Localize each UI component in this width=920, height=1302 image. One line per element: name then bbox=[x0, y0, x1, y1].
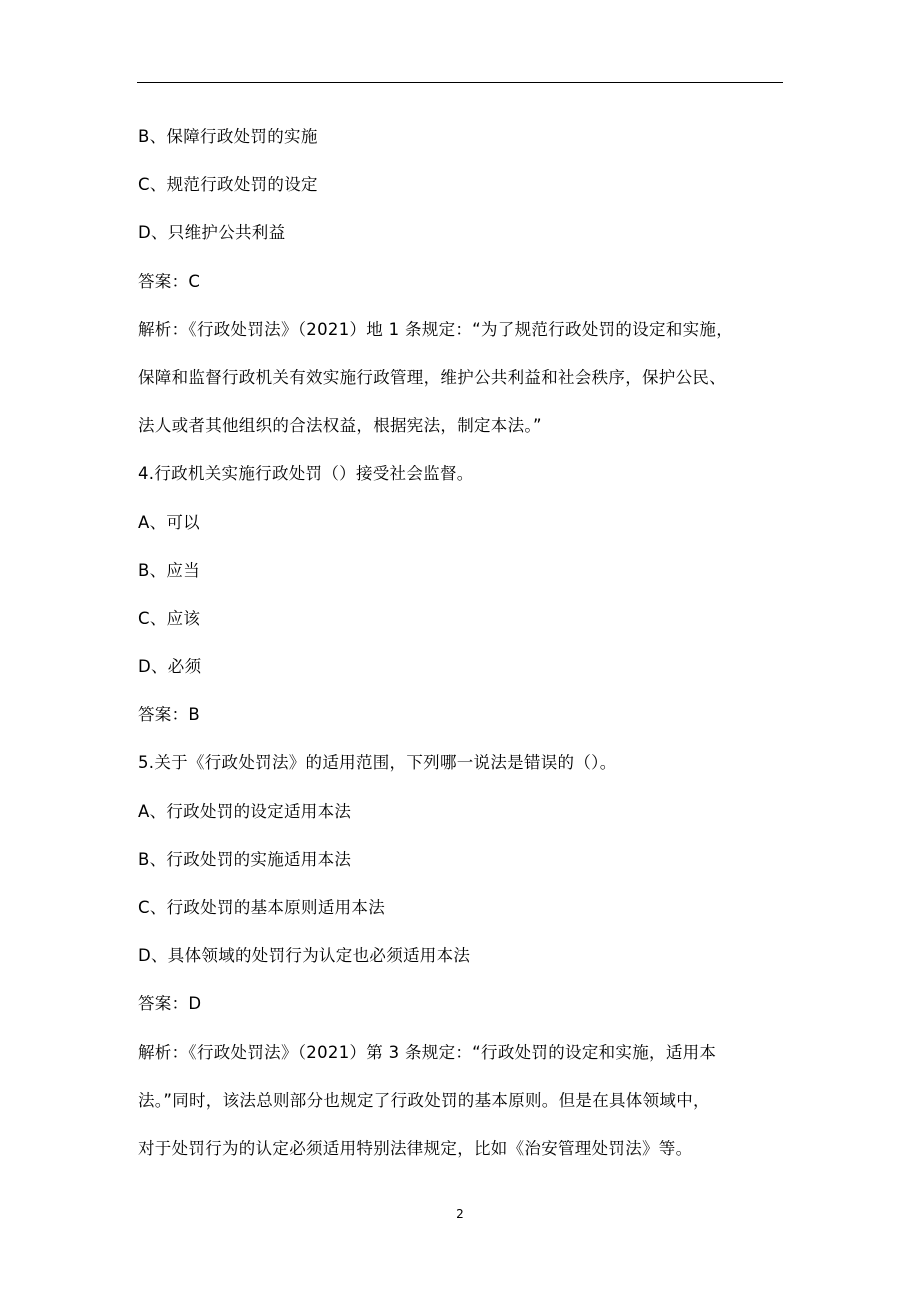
option-c-q3: C、规范行政处罚的设定 bbox=[138, 175, 318, 195]
answer-q5: 答案：D bbox=[138, 994, 202, 1014]
document-body bbox=[138, 113, 788, 1173]
option-b-q5: B、行政处罚的实施适用本法 bbox=[138, 849, 352, 869]
explanation-q3-line-1: 解析：《行政处罚法》（2021）地 1 条规定：“为了规范行政处罚的设定和实施， bbox=[138, 319, 734, 339]
option-d-q5: D、具体领域的处罚行为认定也必须适用本法 bbox=[138, 946, 471, 966]
explanation-q3-line-2: 保障和监督行政机关有效实施行政管理，维护公共利益和社会秩序，保护公民、 bbox=[138, 367, 726, 387]
explanation-q5-line-3: 对于处罚行为的认定必须适用特别法律规定，比如《治安管理处罚法》等。 bbox=[138, 1138, 693, 1158]
option-b-q4: B、应当 bbox=[138, 560, 201, 580]
question-4: 4.行政机关实施行政处罚（）接受社会监督。 bbox=[138, 464, 474, 484]
explanation-q3-line-3: 法人或者其他组织的合法权益，根据宪法，制定本法。” bbox=[138, 416, 542, 436]
answer-q3: 答案：C bbox=[138, 271, 201, 291]
option-d-q4: D、必须 bbox=[138, 657, 202, 677]
option-b-q3: B、保障行政处罚的实施 bbox=[138, 127, 318, 146]
header-rule bbox=[137, 82, 783, 83]
answer-q4: 答案：B bbox=[138, 705, 201, 725]
option-a-q4: A、可以 bbox=[138, 512, 200, 532]
page-number: 2 bbox=[456, 1207, 464, 1221]
option-a-q5: A、行政处罚的设定适用本法 bbox=[138, 801, 352, 821]
explanation-q5-line-1: 解析：《行政处罚法》（2021）第 3 条规定：“行政处罚的设定和实施，适用本 bbox=[138, 1042, 717, 1062]
option-c-q5: C、行政处罚的基本原则适用本法 bbox=[138, 898, 386, 917]
explanation-q5-line-2: 法。”同时，该法总则部分也规定了行政处罚的基本原则。但是在具体领域中， bbox=[138, 1090, 710, 1110]
option-c-q4: C、应该 bbox=[138, 608, 201, 628]
question-5: 5.关于《行政处罚法》的适用范围，下列哪一说法是错误的（）。 bbox=[138, 753, 617, 773]
option-d-q3: D、只维护公共利益 bbox=[138, 223, 286, 243]
